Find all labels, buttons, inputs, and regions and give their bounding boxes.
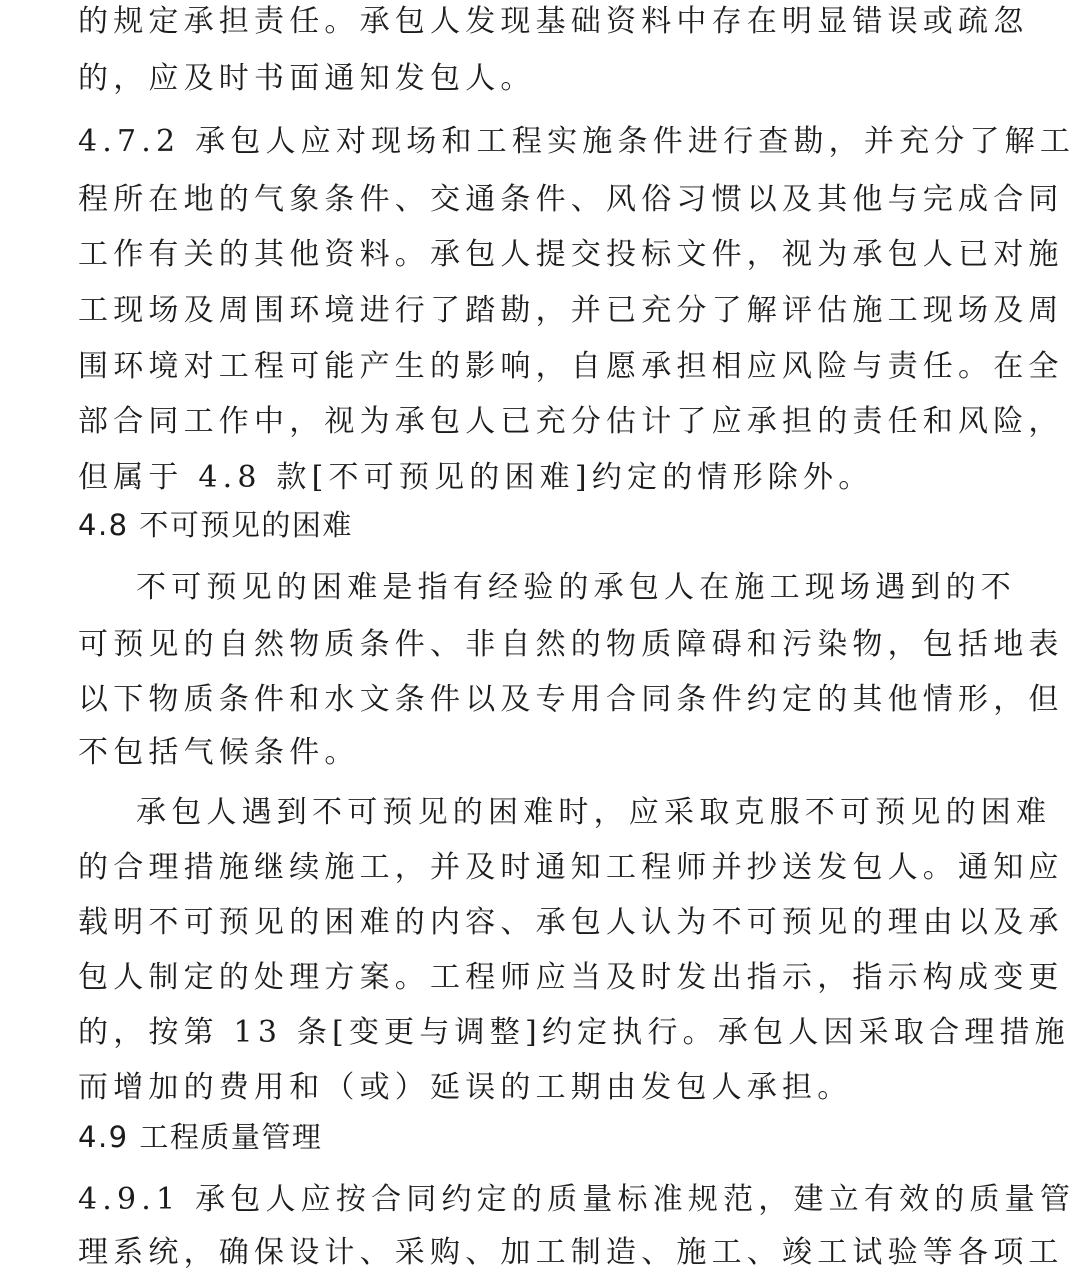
section-4-8-paragraph-line: 而增加的费用和（或）延误的工期由发包人承担。 [78,1070,853,1105]
section-4-8-paragraph-line: 以下物质条件和水文条件以及专用合同条件约定的其他情形，但 [78,682,1064,717]
paragraph-line: 的规定承担责任。承包人发现基础资料中存在明显错误或疏忽 [78,4,1029,39]
section-4-8-paragraph-line: 包人制定的处理方案。工程师应当及时发出指示，指示构成变更 [78,960,1064,995]
clause-4-7-2-line: 工作有关的其他资料。承包人提交投标文件，视为承包人已对施 [78,237,1064,272]
clause-4-7-2-line: 工现场及周围环境进行了踏勘，并已充分了解评估施工现场及周 [78,293,1064,328]
paragraph-line: 的，应及时书面通知发包人。 [78,61,536,96]
clause-4-7-2-line: 4.7.2 承包人应对现场和工程实施条件进行查勘，并充分了解工 [78,124,1075,159]
section-4-8-paragraph-line: 不可预见的困难是指有经验的承包人在施工现场遇到的不 [136,570,1016,605]
section-4-8-paragraph-line: 承包人遇到不可预见的困难时，应采取克服不可预见的困难 [136,795,1052,830]
clause-4-7-2-line: 部合同工作中，视为承包人已充分估计了应承担的责任和风险， [78,404,1064,439]
section-heading-4-8: 4.8 不可预见的困难 [78,508,353,542]
clause-4-7-2-line: 但属于 4.8 款[不可预见的困难]约定的情形除外。 [78,460,874,495]
clause-4-7-2-line: 程所在地的气象条件、交通条件、风俗习惯以及其他与完成合同 [78,182,1064,217]
section-4-8-paragraph-line: 载明不可预见的困难的内容、承包人认为不可预见的理由以及承 [78,905,1064,940]
clause-4-9-1-line: 理系统，确保设计、采购、加工制造、施工、竣工试验等各项工 [78,1235,1064,1270]
clause-4-7-2-line: 围环境对工程可能产生的影响，自愿承担相应风险与责任。在全 [78,349,1064,384]
clause-4-9-1-line: 4.9.1 承包人应按合同约定的质量标准规范，建立有效的质量管 [78,1182,1075,1217]
section-4-8-paragraph-line: 的，按第 13 条[变更与调整]约定执行。承包人因采取合理措施 [78,1015,1070,1050]
section-4-8-paragraph-line: 不包括气候条件。 [78,735,360,770]
section-heading-4-9: 4.9 工程质量管理 [78,1120,323,1154]
section-4-8-paragraph-line: 的合理措施继续施工，并及时通知工程师并抄送发包人。通知应 [78,850,1064,885]
section-4-8-paragraph-line: 可预见的自然物质条件、非自然的物质障碍和污染物，包括地表 [78,627,1064,662]
